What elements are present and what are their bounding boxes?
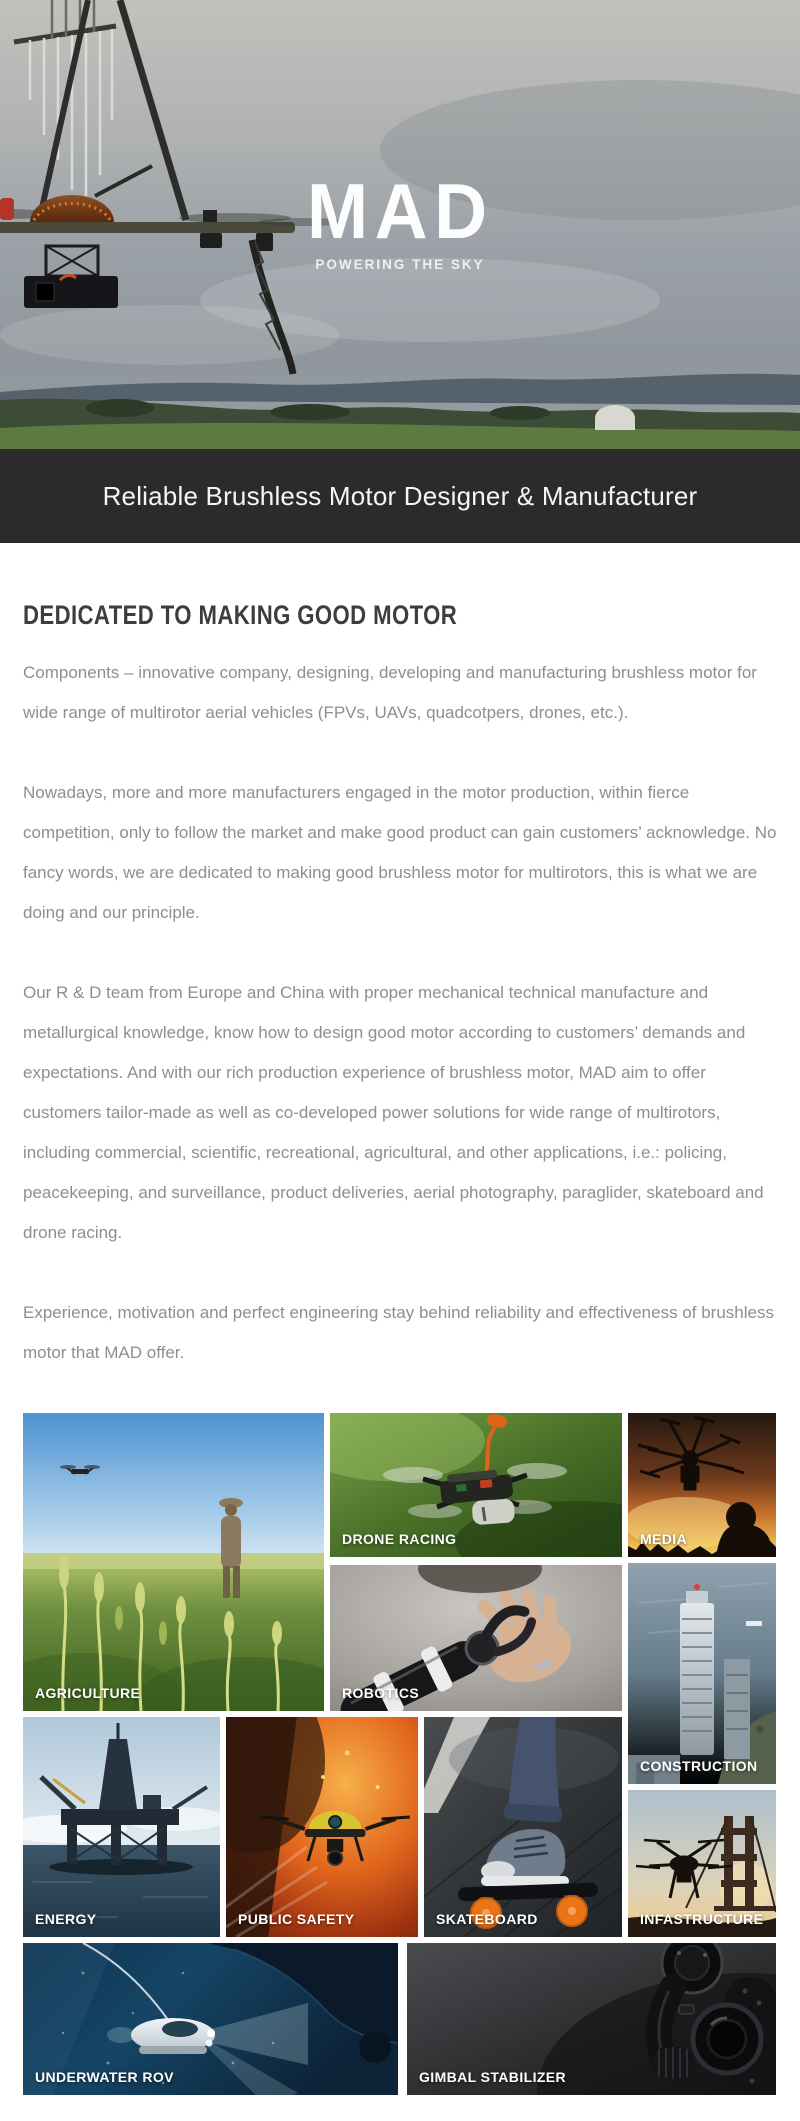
tile-label: MEDIA <box>640 1531 688 1547</box>
headline-text: Reliable Brushless Motor Designer & Manufacturer <box>102 481 698 511</box>
about-heading: DEDICATED TO MAKING GOOD MOTOR <box>23 600 458 630</box>
tile-label: ROBOTICS <box>342 1685 420 1701</box>
hero-drone-photo <box>0 0 800 449</box>
hero-section <box>0 0 800 449</box>
logo-wordmark: MAD <box>306 167 494 255</box>
tile-label: ENERGY <box>35 1911 97 1927</box>
tile-label: INFASTRUCTURE <box>640 1911 764 1927</box>
energy-photo <box>23 1717 220 1937</box>
tile-construction[interactable] <box>628 1563 776 1784</box>
headline-banner <box>0 449 800 543</box>
tile-infastructure[interactable] <box>628 1790 776 1937</box>
skateboard-photo <box>424 1717 622 1937</box>
tile-label: PUBLIC SAFETY <box>238 1911 355 1927</box>
tile-label: SKATEBOARD <box>436 1911 538 1927</box>
tile-gimbal-stabilizer[interactable] <box>407 1943 776 2095</box>
applications-grid <box>23 1413 776 2095</box>
about-paragraph-4: Experience, motivation and perfect engineering stay behind reliability and effectiveness of brushless motor that MAD offer. <box>23 1303 774 1362</box>
tile-energy[interactable] <box>23 1717 220 1937</box>
tile-drone-racing[interactable] <box>330 1413 622 1557</box>
tile-media[interactable] <box>628 1413 776 1557</box>
logo-tagline: POWERING THE SKY <box>315 256 485 272</box>
tile-skateboard[interactable] <box>424 1717 622 1937</box>
about-paragraph-3: Our R & D team from Europe and China with proper mechanical technical manufacture and metallurgical knowledge, know how to design good motor according to customers’ demands and expectations. And with our rich production experience of brushless motor, MAD aim to offer customers tailor-made as well as co-developed power solutions for wide range of multirotors, including commercial, scientific, recreational, agricultural, and other applications, i.e.: policing, peacekeeping, and surveillance, product deliveries, aerial photography, paraglider, skateboard and drone racing. <box>23 983 764 1242</box>
tile-label: DRONE RACING <box>342 1531 457 1547</box>
tile-label: UNDERWATER ROV <box>35 2069 174 2085</box>
agriculture-photo <box>23 1413 324 1711</box>
tile-public-safety[interactable] <box>226 1717 418 1937</box>
construction-photo <box>628 1563 776 1784</box>
about-paragraph-1: Components – innovative company, designing, developing and manufacturing brushless motor for wide range of multirotor aerial vehicles (FPVs, UAVs, quadcotpers, drones, etc.). <box>23 663 757 722</box>
tile-agriculture[interactable] <box>23 1413 324 1711</box>
tile-underwater-rov[interactable] <box>23 1943 398 2095</box>
about-paragraph-2: Nowadays, more and more manufacturers engaged in the motor production, within fierce competition, only to follow the market and make good product can gain customers’ acknowledge. No fancy words, we are dedicated to making good brushless motor for multirotors, this is what we are doing and our principle. <box>23 783 777 922</box>
tile-label: AGRICULTURE <box>35 1685 141 1701</box>
about-section <box>0 543 800 1373</box>
tile-robotics[interactable] <box>330 1565 622 1711</box>
tile-label: CONSTRUCTION <box>640 1758 758 1774</box>
public-safety-photo <box>226 1717 418 1937</box>
tile-label: GIMBAL STABILIZER <box>419 2069 567 2085</box>
